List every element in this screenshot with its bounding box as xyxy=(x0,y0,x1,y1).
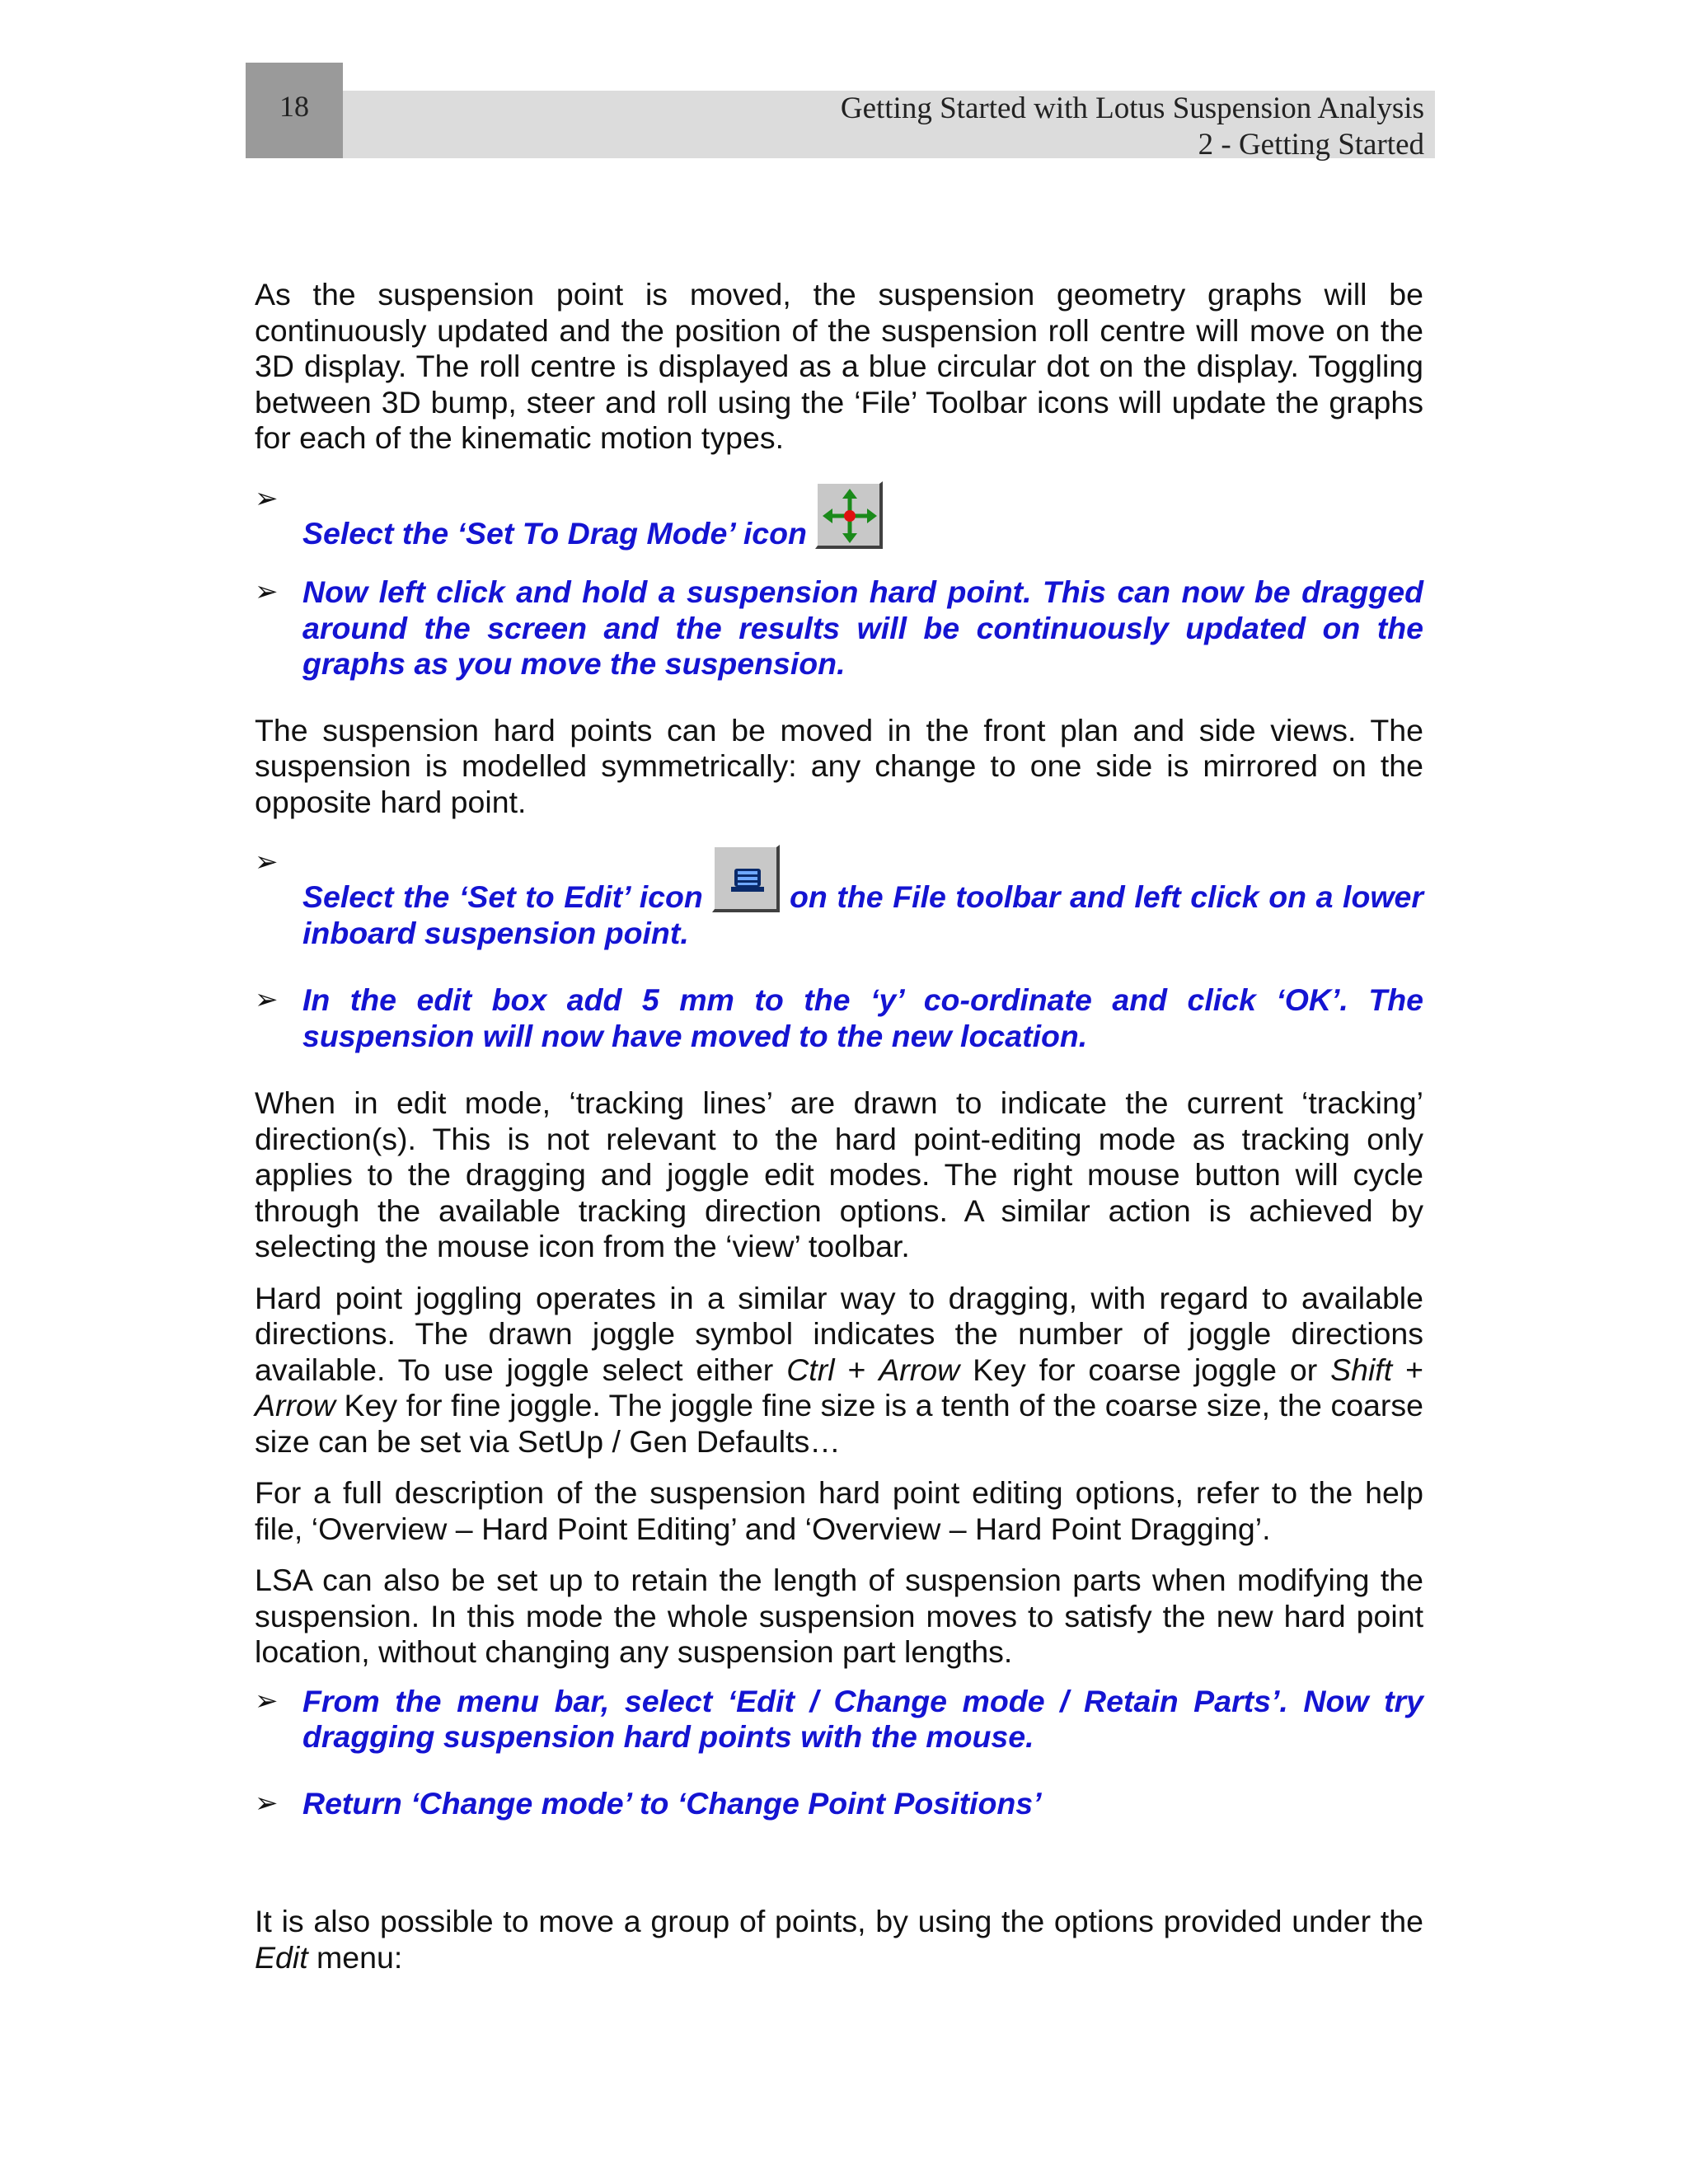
page-number: 18 xyxy=(279,90,309,123)
text-span: Key for coarse joggle or xyxy=(959,1352,1331,1387)
instruction-text: Select the ‘Set to Edit’ icon xyxy=(302,879,703,914)
running-header xyxy=(841,91,1424,163)
instruction-set-to-edit xyxy=(255,845,1423,951)
bullet-arrow-icon: ➢ xyxy=(255,983,279,1016)
text-span: Key for fine joggle. The joggle fine size is a tenth of the coarse size, the coarse size can be set via SetUp / Gen Defaults… xyxy=(255,1388,1423,1459)
text-span: menu: xyxy=(307,1939,403,1975)
instruction-drag-mode xyxy=(255,481,1423,552)
instruction-text: on the File toolbar and left click on a lower inboard suspension point. xyxy=(302,879,1423,950)
text-span: + xyxy=(834,1352,879,1387)
drag-mode-icon[interactable] xyxy=(815,481,883,549)
paragraph-help-reference: For a full description of the suspension hard point editing options, refer to the help file, ‘Overview – Hard Point Editing’ and ‘Overview – Hard Point Dragging’. xyxy=(255,1475,1423,1546)
key-shift: Shift xyxy=(1330,1352,1393,1387)
instruction-drag-hard-point xyxy=(255,574,1423,682)
text-span: Hard point joggling operates in a similar way to dragging, with regard to available directions. The drawn joggle symbol indicates the number of joggle directions available. To use joggle select either xyxy=(255,1280,1423,1387)
paragraph-hard-points: The suspension hard points can be moved in the front plan and side views. The suspension is modelled symmetrically: any change to one side is mirrored on the opposite hard point. xyxy=(255,712,1423,819)
key-arrow: Arrow xyxy=(879,1352,960,1387)
instruction-text: In the edit box add 5 mm to the ‘y’ co-ordinate and click ‘OK’. The suspension will now have moved to the new location. xyxy=(302,982,1423,1053)
header-title-line2: 2 - Getting Started xyxy=(1198,128,1424,162)
paragraph-joggling xyxy=(255,1281,1423,1460)
menu-edit: Edit xyxy=(255,1939,308,1975)
bullet-arrow-icon: ➢ xyxy=(255,846,279,879)
key-arrow: Arrow xyxy=(255,1388,335,1422)
paragraph-tracking-lines: When in edit mode, ‘tracking lines’ are drawn to indicate the current ‘tracking’ direction(s). This is not relevant to the hard point-editing mode as tracking only applies to the dragging and joggle edit modes. The right mouse button will cycle through the available tracking direction options. A similar action is achieved by selecting the mouse icon from the ‘view’ toolbar. xyxy=(255,1085,1423,1263)
instruction-text: Now left click and hold a suspension hard point. This can now be dragged around the screen and the results will be continuously updated on the graphs as you move the suspension. xyxy=(302,574,1423,681)
bullet-arrow-icon: ➢ xyxy=(255,481,279,515)
text-span: It is also possible to move a group of points, by using the options provided under the xyxy=(255,1904,1423,1938)
paragraph-group-move xyxy=(255,1904,1423,1975)
bullet-arrow-icon: ➢ xyxy=(255,1786,279,1820)
instruction-edit-box xyxy=(255,982,1423,1054)
paragraph-retain-parts: LSA can also be set up to retain the length of suspension parts when modifying the suspension. In this mode the whole suspension moves to satisfy the new hard point location, without changing any suspension part lengths. xyxy=(255,1563,1423,1669)
bullet-arrow-icon: ➢ xyxy=(255,575,279,608)
instruction-change-point-positions xyxy=(255,1786,1423,1822)
page-content xyxy=(255,277,1423,1975)
paragraph-roll-centre: As the suspension point is moved, the suspension geometry graphs will be continuously updated and the position of the suspension roll centre will move on the 3D display. The roll centre is displayed as a blue circular dot on the display. Toggling between 3D bump, steer and roll using the ‘File’ Toolbar icons will update the graphs for each of the kinematic motion types. xyxy=(255,277,1423,455)
text-span: + xyxy=(1392,1352,1423,1387)
key-ctrl: Ctrl xyxy=(786,1352,835,1387)
header-title-line1: Getting Started with Lotus Suspension Analysis xyxy=(840,91,1424,125)
instruction-text: Select the ‘Set To Drag Mode’ icon xyxy=(302,515,807,551)
bullet-arrow-icon: ➢ xyxy=(255,1684,279,1718)
instruction-text: Return ‘Change mode’ to ‘Change Point Positions’ xyxy=(302,1785,1042,1821)
instruction-retain-parts xyxy=(255,1684,1423,1755)
set-to-edit-icon[interactable] xyxy=(712,845,780,912)
instruction-text: From the menu bar, select ‘Edit / Change mode / Retain Parts’. Now try dragging suspension hard points with the mouse. xyxy=(302,1683,1423,1754)
